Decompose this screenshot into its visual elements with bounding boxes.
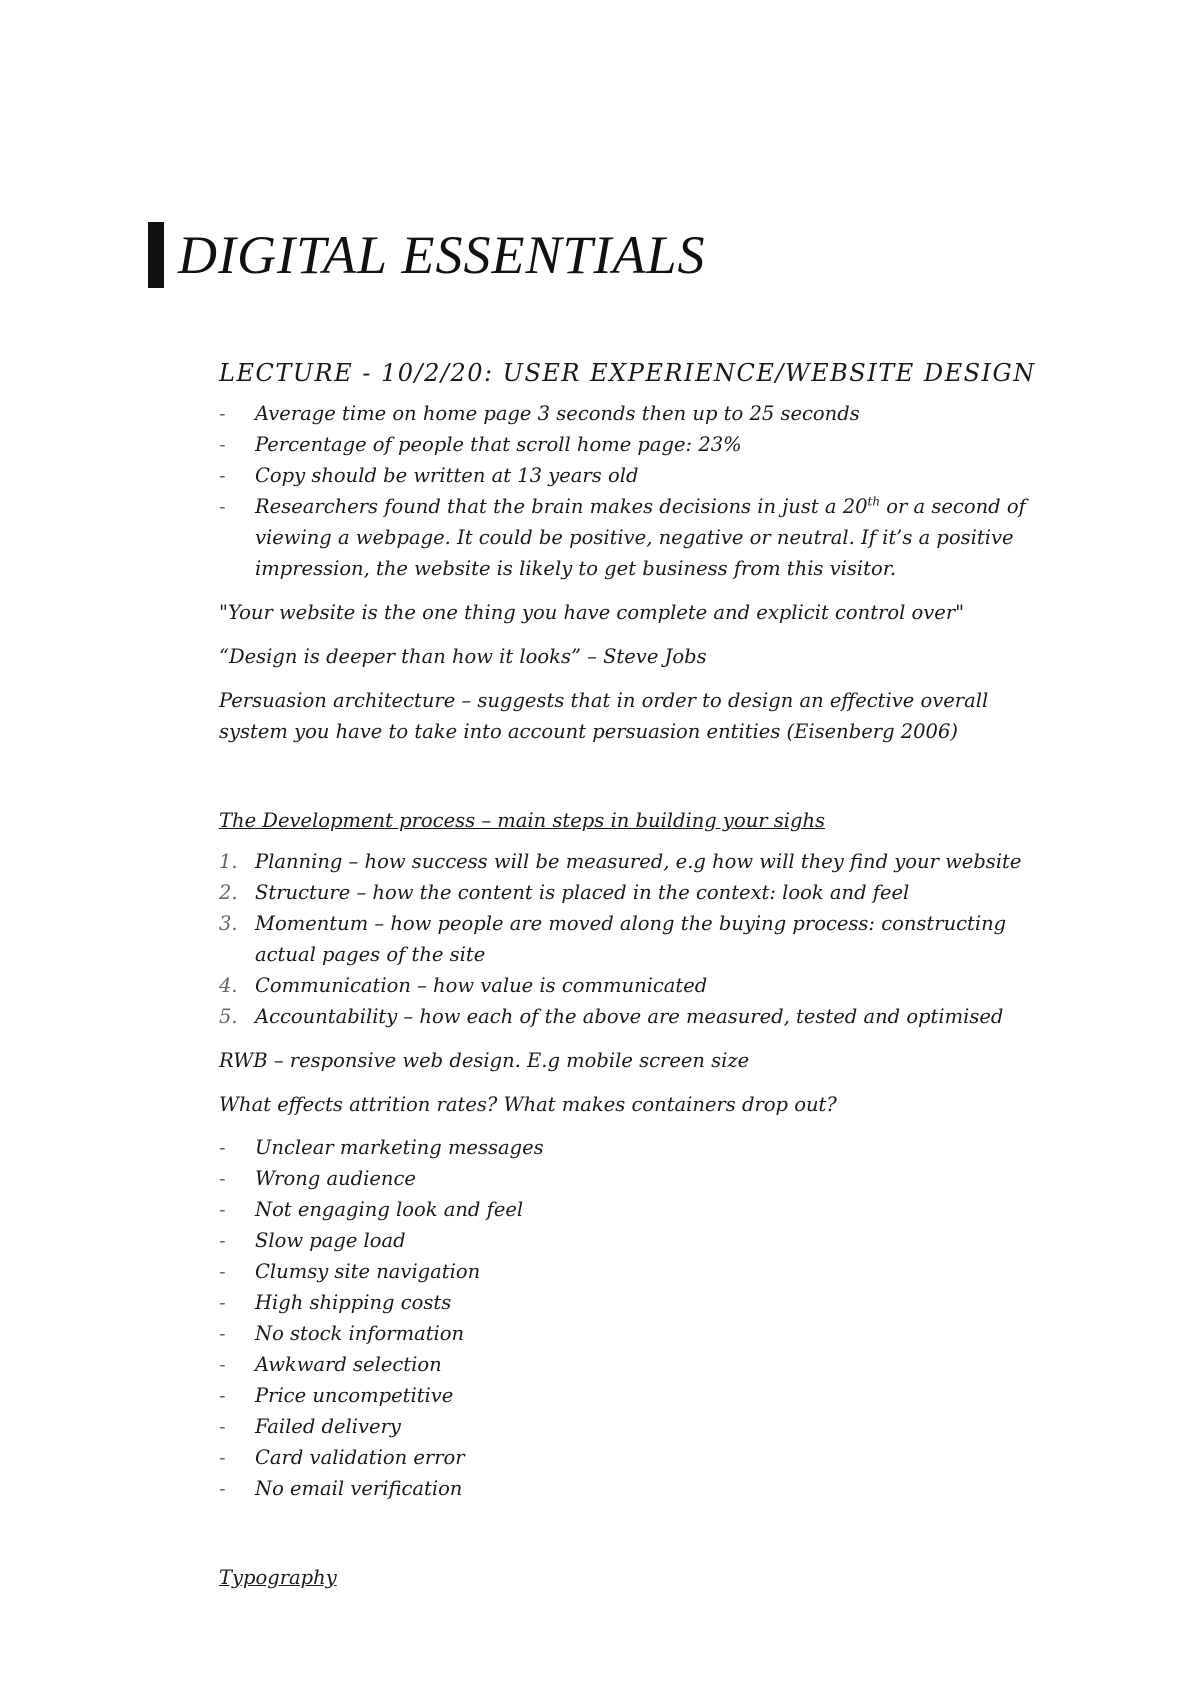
- list-item: - Percentage of people that scroll home page: 23%: [219, 429, 1039, 460]
- persuasion-paragraph: Persuasion architecture – suggests that in order to design an effective overall system you have to take into account persuasion entities (Eisenberg 2006): [219, 689, 989, 743]
- dash-marker: -: [219, 1322, 226, 1345]
- step-number: 1.: [219, 850, 238, 873]
- dash-marker: -: [219, 1198, 226, 1221]
- list-item: - No email verification: [219, 1473, 1039, 1504]
- dash-marker: -: [219, 1260, 226, 1283]
- document-title: DIGITAL ESSENTIALS: [178, 225, 706, 285]
- dash-marker: -: [219, 1136, 226, 1159]
- list-item: - Wrong audience: [219, 1163, 1039, 1194]
- list-item: - Not engaging look and feel: [219, 1194, 1039, 1225]
- attrition-list: [219, 1132, 1039, 1504]
- list-item: 2. Structure – how the content is placed in the context: look and feel: [219, 877, 1039, 908]
- stats-list: [219, 398, 1039, 584]
- typography-heading: Typography: [219, 1566, 337, 1589]
- dash-marker: -: [219, 433, 226, 456]
- step-number: 3.: [219, 912, 238, 935]
- list-item: - Price uncompetitive: [219, 1380, 1039, 1411]
- list-item: - Card validation error: [219, 1442, 1039, 1473]
- quote-steve-jobs: “Design is deeper than how it looks” – Steve Jobs: [219, 645, 707, 668]
- dash-marker: -: [219, 464, 226, 487]
- list-item: 1. Planning – how success will be measured, e.g how will they find your website: [219, 846, 1039, 877]
- lecture-heading: LECTURE - 10/2/20: USER EXPERIENCE/WEBSITE DESIGN: [219, 359, 1036, 387]
- list-item: - Failed delivery: [219, 1411, 1039, 1442]
- step-number: 2.: [219, 881, 238, 904]
- dash-marker: -: [219, 1415, 226, 1438]
- rwb-paragraph: RWB – responsive web design. E.g mobile screen size: [219, 1049, 750, 1072]
- list-item: - High shipping costs: [219, 1287, 1039, 1318]
- attrition-question: What effects attrition rates? What makes containers drop out?: [219, 1093, 837, 1116]
- dash-marker: -: [219, 495, 226, 518]
- list-item: - Clumsy site navigation: [219, 1256, 1039, 1287]
- title-accent-bar: [148, 222, 164, 288]
- development-heading: The Development process – main steps in building your sighs: [219, 809, 826, 832]
- list-item: - Average time on home page 3 seconds then up to 25 seconds: [219, 398, 1039, 429]
- development-steps-list: [219, 846, 1039, 1032]
- list-item: - Slow page load: [219, 1225, 1039, 1256]
- title-block: [148, 222, 706, 288]
- dash-marker: -: [219, 1353, 226, 1376]
- dash-marker: -: [219, 1477, 226, 1500]
- list-item: - Researchers found that the brain makes decisions in just a 20th or a second of viewing a webpage. It could be positive, negative or neutral. If it’s a positive impression, the website is likely to get business from this visitor.: [219, 491, 1039, 584]
- dash-marker: -: [219, 402, 226, 425]
- list-item: 3. Momentum – how people are moved along the buying process: constructing actual pages of the site: [219, 908, 1039, 970]
- document-body: [219, 356, 1039, 1593]
- list-item: - Copy should be written at 13 years old: [219, 460, 1039, 491]
- list-item: - Unclear marketing messages: [219, 1132, 1039, 1163]
- dash-marker: -: [219, 1291, 226, 1314]
- step-number: 4.: [219, 974, 238, 997]
- list-item: - No stock information: [219, 1318, 1039, 1349]
- quote-website: "Your website is the one thing you have complete and explicit control over": [219, 601, 965, 624]
- step-number: 5.: [219, 1005, 238, 1028]
- list-item: - Awkward selection: [219, 1349, 1039, 1380]
- dash-marker: -: [219, 1167, 226, 1190]
- list-item: 4. Communication – how value is communicated: [219, 970, 1039, 1001]
- dash-marker: -: [219, 1446, 226, 1469]
- dash-marker: -: [219, 1229, 226, 1252]
- list-item: 5. Accountability – how each of the above are measured, tested and optimised: [219, 1001, 1039, 1032]
- dash-marker: -: [219, 1384, 226, 1407]
